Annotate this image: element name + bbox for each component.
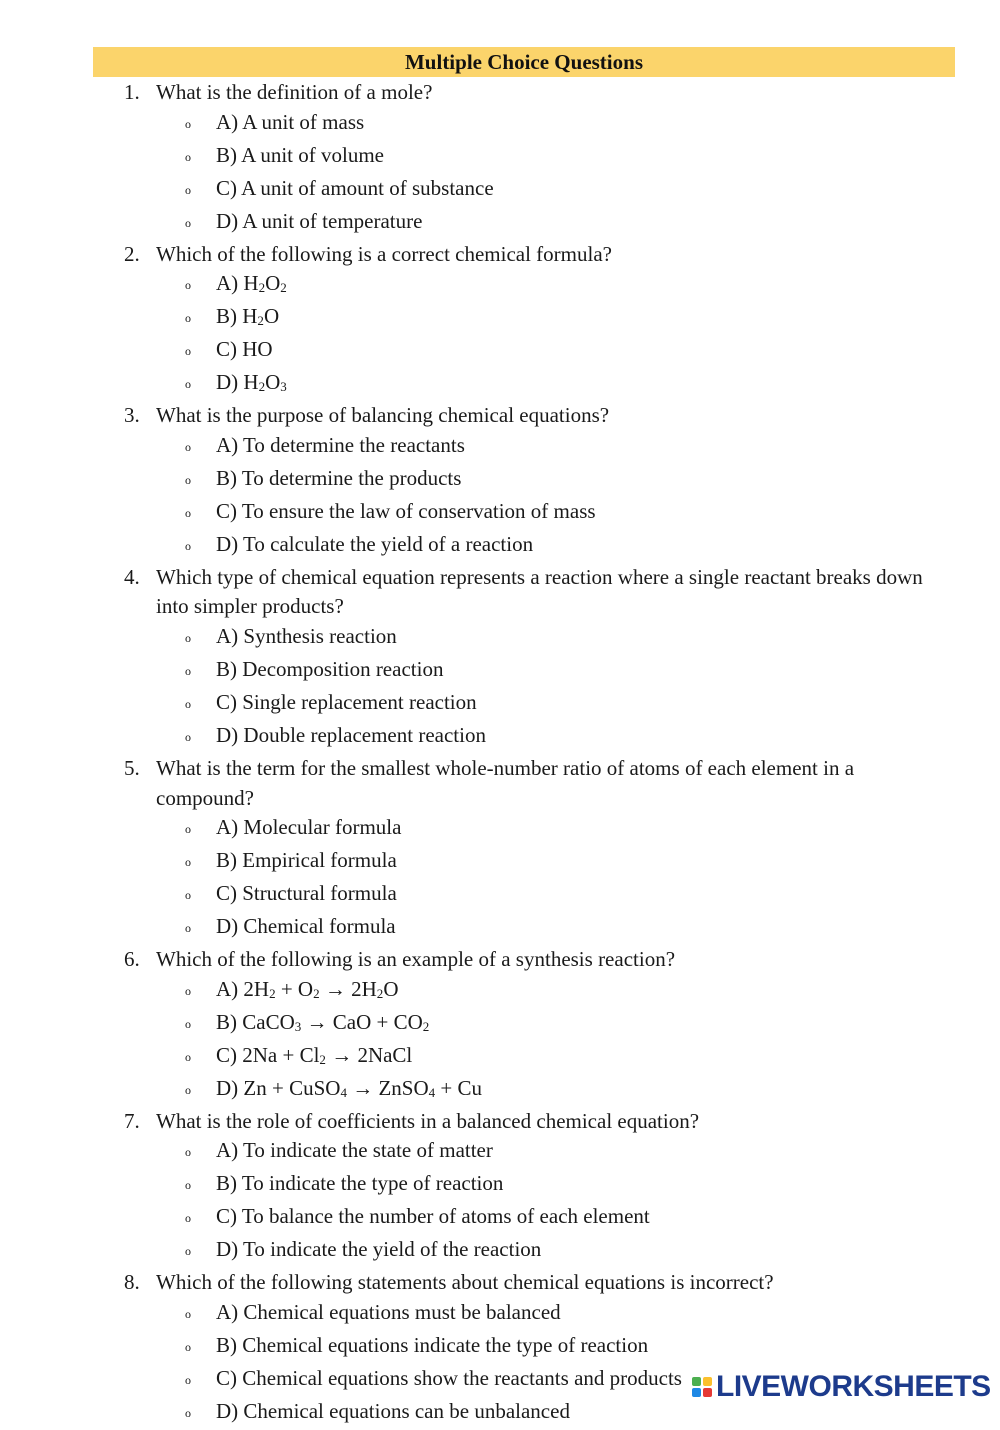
answer-option-text — [216, 1169, 1000, 1202]
question — [0, 240, 1000, 402]
answer-option-text — [216, 108, 1000, 141]
answer-option-text — [216, 1074, 1000, 1107]
answer-option-text — [216, 655, 1000, 688]
option-text-part: C) Structural formula — [216, 881, 397, 906]
subscript: 4 — [428, 1084, 436, 1100]
question-list — [0, 78, 1000, 1430]
answer-option — [0, 1202, 1000, 1235]
answer-option — [0, 1331, 1000, 1364]
option-text-part: A) Chemical equations must be balanced — [216, 1299, 561, 1324]
answer-option — [0, 912, 1000, 945]
answer-option-text — [216, 207, 1000, 240]
circle-bullet-icon: o — [185, 1049, 191, 1064]
subscript: 2 — [269, 985, 276, 1001]
subscript: 2 — [422, 1018, 430, 1034]
subscript: 3 — [280, 379, 287, 395]
question — [0, 945, 1000, 1107]
circle-bullet-icon: o — [185, 472, 191, 487]
answer-option-text — [216, 912, 1000, 945]
question-number: 4. — [124, 564, 140, 589]
option-text-part: D) A unit of temperature — [216, 208, 423, 233]
option-text-part: + O — [275, 976, 314, 1001]
question-text: What is the purpose of balancing chemical equations? — [156, 403, 610, 428]
subscript: 4 — [340, 1084, 347, 1100]
option-text-part: B) Empirical formula — [216, 848, 397, 873]
circle-bullet-icon: o — [185, 630, 191, 645]
option-text-part: A) To indicate the state of matter — [216, 1138, 493, 1163]
answer-option-text — [216, 302, 1000, 335]
circle-bullet-icon: o — [185, 696, 191, 711]
circle-bullet-icon: o — [185, 921, 191, 936]
answer-option — [0, 269, 1000, 302]
answer-option — [0, 688, 1000, 721]
option-text-part: B) To indicate the type of reaction — [216, 1171, 504, 1196]
option-text-part: → CaO + CO — [301, 1009, 423, 1034]
option-text-part: C) HO — [216, 337, 273, 362]
option-text-part: A) To determine the reactants — [216, 432, 465, 457]
circle-bullet-icon: o — [185, 116, 191, 131]
circle-bullet-icon: o — [185, 1211, 191, 1226]
question-text: Which of the following is a correct chemical formula? — [156, 241, 612, 266]
question-text: What is the role of coefficients in a balanced chemical equation? — [156, 1108, 700, 1133]
option-text-part: B) To determine the products — [216, 465, 462, 490]
answer-option-text — [216, 141, 1000, 174]
circle-bullet-icon: o — [185, 983, 191, 998]
option-text-part: B) H — [216, 304, 258, 329]
option-text-part: C) A unit of amount of substance — [216, 175, 494, 200]
answer-option — [0, 108, 1000, 141]
option-text-part: C) 2Na + Cl — [216, 1042, 320, 1067]
option-text-part: C) To balance the number of atoms of each element — [216, 1204, 650, 1229]
option-text-part: → ZnSO — [346, 1075, 429, 1100]
option-text-part: C) Chemical equations show the reactants and products — [216, 1365, 682, 1390]
option-text-part: D) To indicate the yield of the reaction — [216, 1237, 542, 1262]
answer-option — [0, 141, 1000, 174]
question — [0, 401, 1000, 563]
answer-option — [0, 497, 1000, 530]
answer-option-text — [216, 622, 1000, 655]
answer-option — [0, 622, 1000, 655]
subscript: 2 — [258, 280, 266, 296]
answer-option-text — [216, 813, 1000, 846]
subscript: 2 — [280, 280, 287, 296]
question — [0, 78, 1000, 240]
circle-bullet-icon: o — [185, 1178, 191, 1193]
subscript: 2 — [376, 985, 384, 1001]
subscript: 2 — [258, 379, 266, 395]
option-text-part: C) Single replacement reaction — [216, 689, 477, 714]
circle-bullet-icon: o — [185, 278, 191, 293]
answer-option — [0, 1008, 1000, 1041]
logo-mark-icon — [692, 1377, 712, 1397]
option-text-part: D) H — [216, 370, 259, 395]
option-text-part: D) Zn + CuSO — [216, 1075, 341, 1100]
question-text: Which type of chemical equation represents a reaction where a single reactant breaks down into simpler products? — [156, 564, 923, 619]
answer-option-text — [216, 1235, 1000, 1268]
question-text: What is the definition of a mole? — [156, 80, 433, 104]
answer-option — [0, 1235, 1000, 1268]
answer-option-text — [216, 174, 1000, 207]
question — [0, 754, 1000, 945]
option-text-part: A) 2H — [216, 976, 270, 1001]
answer-option — [0, 655, 1000, 688]
question — [0, 1268, 1000, 1430]
question-number: 6. — [124, 947, 140, 972]
circle-bullet-icon: o — [185, 1372, 191, 1387]
answer-option-text — [216, 431, 1000, 464]
subscript: 2 — [319, 1051, 326, 1067]
answer-option — [0, 464, 1000, 497]
answer-option-text — [216, 368, 1000, 401]
subscript: 2 — [257, 313, 264, 329]
option-text-part: B) CaCO — [216, 1009, 295, 1034]
option-text-part: A) H — [216, 271, 259, 296]
option-text-part: → 2H — [319, 976, 377, 1001]
option-text-part: D) Chemical equations can be unbalanced — [216, 1398, 570, 1423]
option-text-part: A) A unit of mass — [216, 109, 365, 134]
question-number: 5. — [124, 755, 140, 780]
answer-option — [0, 721, 1000, 754]
question-number: 3. — [124, 403, 140, 428]
answer-option-text — [216, 269, 1000, 302]
circle-bullet-icon: o — [185, 182, 191, 197]
option-text-part: A) Synthesis reaction — [216, 623, 397, 648]
answer-option — [0, 1074, 1000, 1107]
answer-option-text — [216, 1202, 1000, 1235]
section-title: Multiple Choice Questions — [404, 50, 643, 74]
answer-option — [0, 1298, 1000, 1331]
circle-bullet-icon: o — [185, 888, 191, 903]
answer-option — [0, 846, 1000, 879]
option-text-part: B) Chemical equations indicate the type of reaction — [216, 1332, 649, 1357]
answer-option — [0, 1041, 1000, 1074]
answer-option-text — [216, 688, 1000, 721]
option-text-part: O — [383, 976, 399, 1001]
question — [0, 1107, 1000, 1269]
circle-bullet-icon: o — [185, 1016, 191, 1031]
answer-option — [0, 302, 1000, 335]
logo-text: LIVEWORKSHEETS — [716, 1370, 991, 1403]
option-text-part: O — [263, 304, 280, 329]
circle-bullet-icon: o — [185, 729, 191, 744]
circle-bullet-icon: o — [185, 439, 191, 454]
circle-bullet-icon: o — [185, 1082, 191, 1097]
answer-option-text — [216, 1136, 1000, 1169]
circle-bullet-icon: o — [185, 538, 191, 553]
answer-option-text — [216, 530, 1000, 563]
option-text-part: O — [265, 370, 281, 395]
question-number: 1. — [124, 80, 140, 104]
answer-option — [0, 813, 1000, 846]
answer-option-text — [216, 497, 1000, 530]
answer-option — [0, 530, 1000, 563]
answer-option — [0, 1169, 1000, 1202]
question-number: 7. — [124, 1108, 140, 1133]
option-text-part: D) Chemical formula — [216, 914, 396, 939]
option-text-part: A) Molecular formula — [216, 815, 402, 840]
circle-bullet-icon: o — [185, 855, 191, 870]
circle-bullet-icon: o — [185, 1244, 191, 1259]
question-number: 2. — [124, 241, 140, 266]
option-text-part: + Cu — [435, 1075, 483, 1100]
question-text: Which of the following statements about chemical equations is incorrect? — [156, 1270, 774, 1295]
answer-option — [0, 975, 1000, 1008]
answer-option-text — [216, 335, 1000, 368]
answer-option — [0, 174, 1000, 207]
circle-bullet-icon: o — [185, 149, 191, 164]
option-text-part: B) A unit of volume — [216, 142, 384, 167]
liveworksheets-logo — [692, 1370, 991, 1404]
answer-option-text — [216, 464, 1000, 497]
answer-option — [0, 335, 1000, 368]
circle-bullet-icon: o — [185, 344, 191, 359]
question-text: Which of the following is an example of a synthesis reaction? — [156, 947, 676, 972]
circle-bullet-icon: o — [185, 663, 191, 678]
answer-option-text — [216, 1008, 1000, 1041]
answer-option — [0, 431, 1000, 464]
answer-option-text — [216, 1331, 1000, 1364]
circle-bullet-icon: o — [185, 505, 191, 520]
answer-option — [0, 207, 1000, 240]
subscript: 3 — [294, 1018, 302, 1034]
option-text-part: B) Decomposition reaction — [216, 656, 444, 681]
circle-bullet-icon: o — [185, 1405, 191, 1420]
answer-option — [0, 1136, 1000, 1169]
circle-bullet-icon: o — [185, 1306, 191, 1321]
question-number: 8. — [124, 1270, 140, 1295]
option-text-part: D) To calculate the yield of a reaction — [216, 531, 534, 556]
answer-option-text — [216, 846, 1000, 879]
question-text: What is the term for the smallest whole-number ratio of atoms of each element in a compound? — [156, 755, 855, 810]
option-text-part: → 2NaCl — [325, 1042, 413, 1067]
subscript: 2 — [313, 985, 320, 1001]
answer-option-text — [216, 721, 1000, 754]
question — [0, 563, 1000, 754]
option-text-part: D) Double replacement reaction — [216, 722, 486, 747]
circle-bullet-icon: o — [185, 1339, 191, 1354]
circle-bullet-icon: o — [185, 377, 191, 392]
answer-option-text — [216, 1041, 1000, 1074]
answer-option — [0, 879, 1000, 912]
circle-bullet-icon: o — [185, 1145, 191, 1160]
answer-option-text — [216, 1298, 1000, 1331]
answer-option — [0, 368, 1000, 401]
circle-bullet-icon: o — [185, 215, 191, 230]
circle-bullet-icon: o — [185, 311, 191, 326]
circle-bullet-icon: o — [185, 822, 191, 837]
option-text-part: O — [265, 271, 281, 296]
option-text-part: C) To ensure the law of conservation of mass — [216, 498, 596, 523]
answer-option-text — [216, 879, 1000, 912]
section-header — [93, 47, 955, 77]
answer-option-text — [216, 975, 1000, 1008]
